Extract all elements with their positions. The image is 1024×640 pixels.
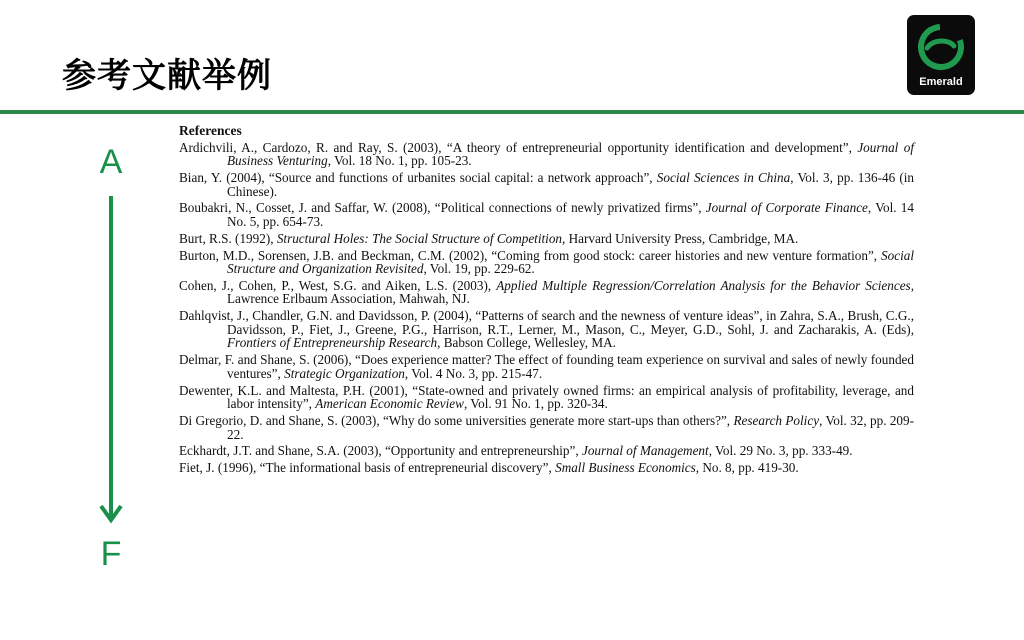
reference-authors-title: Dewenter, K.L. and Maltesta, P.H. (2001), “State-owned and privately owned firms: an empirical analysis of profitability, leverage, and labor intensity”, <box>179 382 914 412</box>
reference-details: , Vol. 18 No. 1, pp. 105-23. <box>327 153 472 169</box>
reference-item <box>179 249 914 276</box>
reference-source: Journal of Business Venturing <box>227 139 914 169</box>
reference-source: Structural Holes: The Social Structure of Competition <box>276 230 563 246</box>
order-start-letter: A <box>99 143 123 181</box>
reference-details: , Vol. 19, pp. 229-62. <box>423 261 535 277</box>
reference-item <box>179 384 914 411</box>
reference-items <box>179 141 914 475</box>
reference-item <box>179 444 914 458</box>
reference-authors-title: Burt, R.S. (1992), <box>179 230 277 246</box>
reference-details: , Vol. 32, pp. 209-22. <box>227 412 915 442</box>
reference-item <box>179 309 914 350</box>
reference-authors-title: Ardichvili, A., Cardozo, R. and Ray, S. (2003), “A theory of entrepreneurial opportunity identification and development”, <box>179 139 858 155</box>
logo-text: Emerald <box>919 76 963 88</box>
reference-source: American Economic Review <box>315 396 464 412</box>
reference-source: Social Sciences in China <box>656 169 791 185</box>
reference-source: Applied Multiple Regression/Correlation Analysis for the Behavior Sciences <box>496 277 911 293</box>
reference-source: Strategic Organization <box>284 365 405 381</box>
reference-source: Social Structure and Organization Revisited <box>227 247 914 277</box>
reference-authors-title: Boubakri, N., Cosset, J. and Saffar, W. (2008), “Political connections of newly privatized firms”, <box>179 200 706 216</box>
reference-details: , Vol. 14 No. 5, pp. 654-73. <box>227 200 914 229</box>
reference-item <box>179 414 914 441</box>
reference-authors-title: Eckhardt, J.T. and Shane, S.A. (2003), “Opportunity and entrepreneurship”, <box>179 443 582 459</box>
page-title: 参考文献举例 <box>62 56 272 96</box>
reference-details: , Vol. 29 No. 3, pp. 333-49. <box>708 443 853 459</box>
reference-authors-title: Fiet, J. (1996), “The informational basis of entrepreneurial discovery”, <box>179 460 556 476</box>
header-divider <box>0 110 1024 114</box>
emerald-logo <box>907 15 975 95</box>
order-end-letter: F <box>100 535 122 573</box>
reference-details: , Vol. 4 No. 3, pp. 215-47. <box>404 365 543 381</box>
reference-source: Research Policy <box>733 412 820 428</box>
reference-details: , Lawrence Erlbaum Association, Mahwah, NJ. <box>227 277 914 307</box>
reference-authors-title: Dahlqvist, J., Chandler, G.N. and Davidsson, P. (2004), “Patterns of search and the newness of venture ideas”, in Zahra, S.A., Brush, C.G., Davidsson, P., Fiet, J., Greene, P.G., Harrison, R.T., Lerner, M., Mason, C., Meyer, G.D., Sohl, J. and Zacharakis, A. (Eds), <box>179 308 914 337</box>
reference-source: Frontiers of Entrepreneurship Research <box>227 335 438 351</box>
reference-details: , Vol. 91 No. 1, pp. 320-34. <box>463 396 608 412</box>
reference-item <box>179 353 914 380</box>
reference-source: Small Business Economics <box>555 460 696 476</box>
reference-authors-title: Cohen, J., Cohen, P., West, S.G. and Aiken, L.S. (2003), <box>179 277 497 293</box>
reference-details: , No. 8, pp. 419-30. <box>695 460 799 476</box>
reference-source: Journal of Management <box>581 443 709 459</box>
reference-item <box>179 201 914 228</box>
reference-details: , Vol. 3, pp. 136-46 (in Chinese). <box>227 169 915 199</box>
reference-details: , Babson College, Wellesley, MA. <box>437 335 616 351</box>
reference-authors-title: Bian, Y. (2004), “Source and functions of urbanites social capital: a network approach”, <box>179 169 657 185</box>
reference-item <box>179 171 914 198</box>
emerald-swirl-icon <box>907 15 975 75</box>
reference-item <box>179 232 914 246</box>
reference-authors-title: Burton, M.D., Sorensen, J.B. and Beckman, C.M. (2002), “Coming from good stock: career histories and new venture formation”, <box>179 247 882 263</box>
reference-authors-title: Di Gregorio, D. and Shane, S. (2003), “Why do some universities generate more start-ups than others?”, <box>179 412 734 428</box>
reference-item <box>179 141 914 168</box>
down-arrow-icon <box>98 196 124 526</box>
reference-source: Journal of Corporate Finance <box>705 200 868 216</box>
references-heading: References <box>179 123 242 138</box>
reference-item <box>179 279 914 306</box>
reference-item <box>179 461 914 475</box>
reference-details: , Harvard University Press, Cambridge, MA. <box>562 230 799 246</box>
references-list <box>179 124 914 478</box>
reference-authors-title: Delmar, F. and Shane, S. (2006), “Does experience matter? The effect of founding team experience on survival and sales of newly founded ventures”, <box>179 352 914 381</box>
